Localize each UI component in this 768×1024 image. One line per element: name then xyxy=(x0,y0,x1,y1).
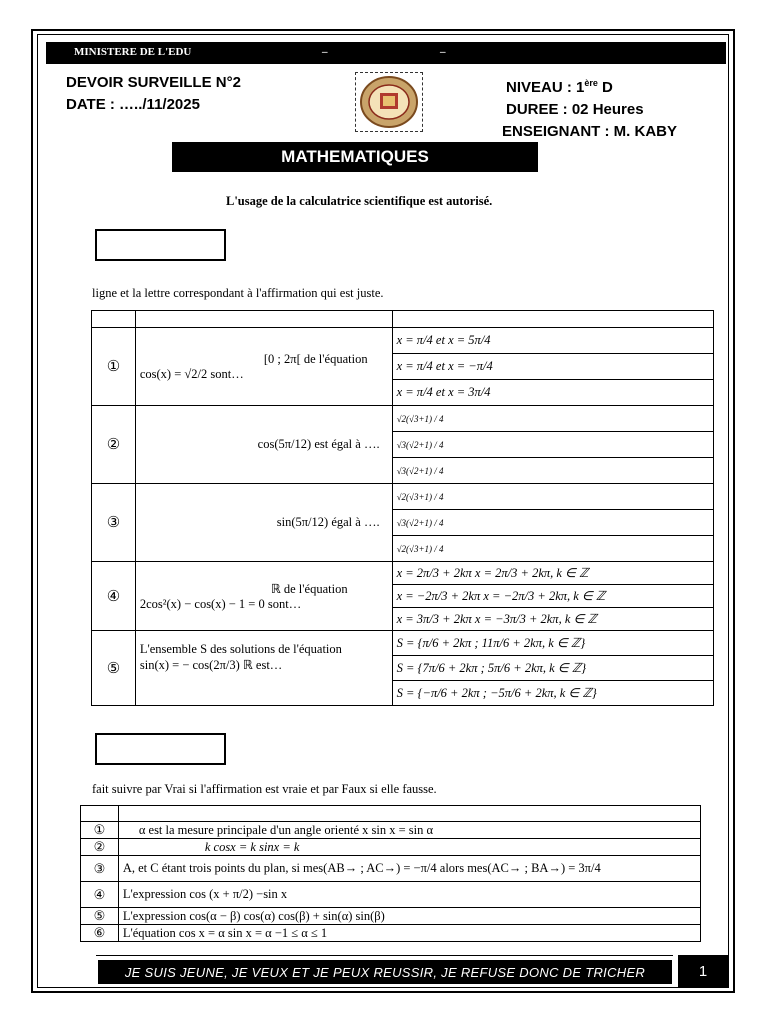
answer-option: x = π/4 et x = 3π/4 xyxy=(392,380,713,406)
statement-text: A, et C étant trois points du plan, si mes(AB→ ; AC→) = −π/4 alors mes(AC→ ; BA→) = 3π/4 xyxy=(118,856,700,882)
exercise-1-instruction: ligne et la lettre correspondant à l'affirmation qui est juste. xyxy=(92,286,384,300)
answer-option: x = π/4 et x = −π/4 xyxy=(392,354,713,380)
answer-option: x = 2π/3 + 2kπ x = 2π/3 + 2kπ, k ∈ ℤ xyxy=(392,562,713,585)
question-line-2: cos(x) = √2/2 sont… xyxy=(139,366,244,381)
niveau-sup: ère xyxy=(584,78,598,88)
question-line-2: 2cos²(x) − cos(x) − 1 = 0 sont… xyxy=(139,596,302,611)
footer-motto: JE SUIS JEUNE, JE VEUX ET JE PEUX REUSSIR, JE REFUSE DONC DE TRICHER xyxy=(98,960,672,984)
ministry-sep-1: – xyxy=(322,46,328,58)
statement-number: ① xyxy=(81,822,119,839)
niveau xyxy=(506,78,613,96)
answer-option: x = 3π/3 + 2kπ x = −3π/3 + 2kπ, k ∈ ℤ xyxy=(392,608,713,631)
table-row xyxy=(92,406,714,432)
answer-option: x = −2π/3 + 2kπ x = −2π/3 + 2kπ, k ∈ ℤ xyxy=(392,585,713,608)
table-row xyxy=(92,328,714,354)
statement-text: L'expression cos (x + π/2) −sin x xyxy=(118,882,700,908)
table-row xyxy=(92,562,714,585)
statement-number: ⑥ xyxy=(81,925,119,942)
answer-option: √2(√3+1) / 4 xyxy=(392,536,713,562)
statement-text: L'expression cos(α − β) cos(α) cos(β) + sin(α) sin(β) xyxy=(118,908,700,925)
page-number: 1 xyxy=(678,955,728,987)
devoir-title: DEVOIR SURVEILLE N°2 xyxy=(66,74,241,91)
duree: DUREE : 02 Heures xyxy=(506,101,644,118)
table-row xyxy=(81,925,701,942)
subject-banner: MATHEMATIQUES xyxy=(172,142,538,172)
ministry-bar xyxy=(46,42,726,64)
table-row xyxy=(92,631,714,656)
table-header-row xyxy=(92,311,714,328)
question-number: ③ xyxy=(92,484,136,562)
footer-rule xyxy=(96,955,673,956)
question-text xyxy=(135,562,392,631)
table-row xyxy=(81,908,701,925)
answer-option: S = {π/6 + 2kπ ; 11π/6 + 2kπ, k ∈ ℤ} xyxy=(392,631,713,656)
calculator-note: L'usage de la calculatrice scientifique est autorisé. xyxy=(226,194,493,208)
answer-option: √2(√3+1) / 4 xyxy=(392,406,713,432)
exercise-2-table xyxy=(80,805,701,942)
school-seal-icon xyxy=(359,75,419,129)
answer-option: √3(√2+1) / 4 xyxy=(392,510,713,536)
answer-option: S = {−π/6 + 2kπ ; −5π/6 + 2kπ, k ∈ ℤ} xyxy=(392,681,713,706)
statement-text: L'équation cos x = α sin x = α −1 ≤ α ≤ 1 xyxy=(118,925,700,942)
table-row xyxy=(92,484,714,510)
table-row xyxy=(81,882,701,908)
exam-date: DATE : …../11/2025 xyxy=(66,96,200,113)
question-line-1: sin(5π/12) égal à …. xyxy=(276,515,380,529)
table-row xyxy=(81,839,701,856)
question-text xyxy=(135,328,392,406)
table-row xyxy=(81,856,701,882)
question-number: ② xyxy=(92,406,136,484)
ministry-sep-2: – xyxy=(440,46,446,58)
ministry-label: MINISTERE DE L'EDU xyxy=(74,46,192,58)
statement-text: α est la mesure principale d'un angle orienté x sin x = sin α xyxy=(118,822,700,839)
question-text xyxy=(135,484,392,562)
statement-number: ② xyxy=(81,839,119,856)
answer-option: √3(√2+1) / 4 xyxy=(392,432,713,458)
niveau-label: NIVEAU : 1 xyxy=(506,79,585,96)
answer-option: √3(√2+1) / 4 xyxy=(392,458,713,484)
statement-text: k cosx = k sinx = k xyxy=(118,839,700,856)
table-header-row xyxy=(81,806,701,822)
question-line-1: [0 ; 2π[ de l'équation xyxy=(263,351,368,366)
question-line-1: ℝ de l'équation xyxy=(270,581,348,596)
question-line-1: L'ensemble S des solutions de l'équation xyxy=(139,641,342,656)
answer-option: x = π/4 et x = 5π/4 xyxy=(392,328,713,354)
answer-option: √2(√3+1) / 4 xyxy=(392,484,713,510)
statement-number: ④ xyxy=(81,882,119,908)
exercise-2-instruction: fait suivre par Vrai si l'affirmation est vraie et par Faux si elle fausse. xyxy=(92,782,437,796)
question-number: ① xyxy=(92,328,136,406)
statement-number: ③ xyxy=(81,856,119,882)
school-logo xyxy=(355,72,423,132)
exercise-1-table xyxy=(91,310,714,706)
question-line-1: cos(5π/12) est égal à …. xyxy=(257,437,380,451)
answer-option: S = {7π/6 + 2kπ ; 5π/6 + 2kπ, k ∈ ℤ} xyxy=(392,656,713,681)
question-number: ④ xyxy=(92,562,136,631)
question-text xyxy=(135,406,392,484)
question-line-2: sin(x) = − cos(2π/3) ℝ est… xyxy=(139,657,283,672)
question-text xyxy=(135,631,392,706)
question-number: ⑤ xyxy=(92,631,136,706)
statement-number: ⑤ xyxy=(81,908,119,925)
enseignant: ENSEIGNANT : M. KABY xyxy=(502,123,678,140)
niveau-class: D xyxy=(597,79,613,96)
table-row xyxy=(81,822,701,839)
exercise-2-label-box xyxy=(95,733,226,765)
exercise-1-label-box xyxy=(95,229,226,261)
